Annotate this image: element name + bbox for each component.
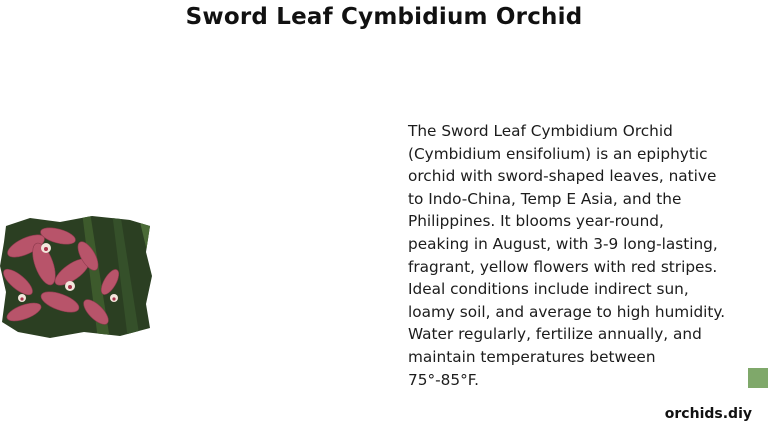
orchid-photo xyxy=(0,212,152,340)
page-title: Sword Leaf Cymbidium Orchid xyxy=(185,4,583,30)
orchid-description: The Sword Leaf Cymbidium Orchid (Cymbidium ensifolium) is an epiphytic orchid with sword-shaped leaves, native to Indo-China, Temp E Asia, and the Philippines. It blooms year-round, peaking in August, with 3-9 long-lasting, fragrant, yellow flowers with red stripes. Ideal conditions include indirect sun, loamy soil, and average to high humidity. Water regularly, fertilize annually, and maintain temperatures between 75°-85°F. xyxy=(408,122,726,389)
brand-label[interactable]: orchids.diy xyxy=(664,406,752,422)
accent-square xyxy=(748,368,768,388)
